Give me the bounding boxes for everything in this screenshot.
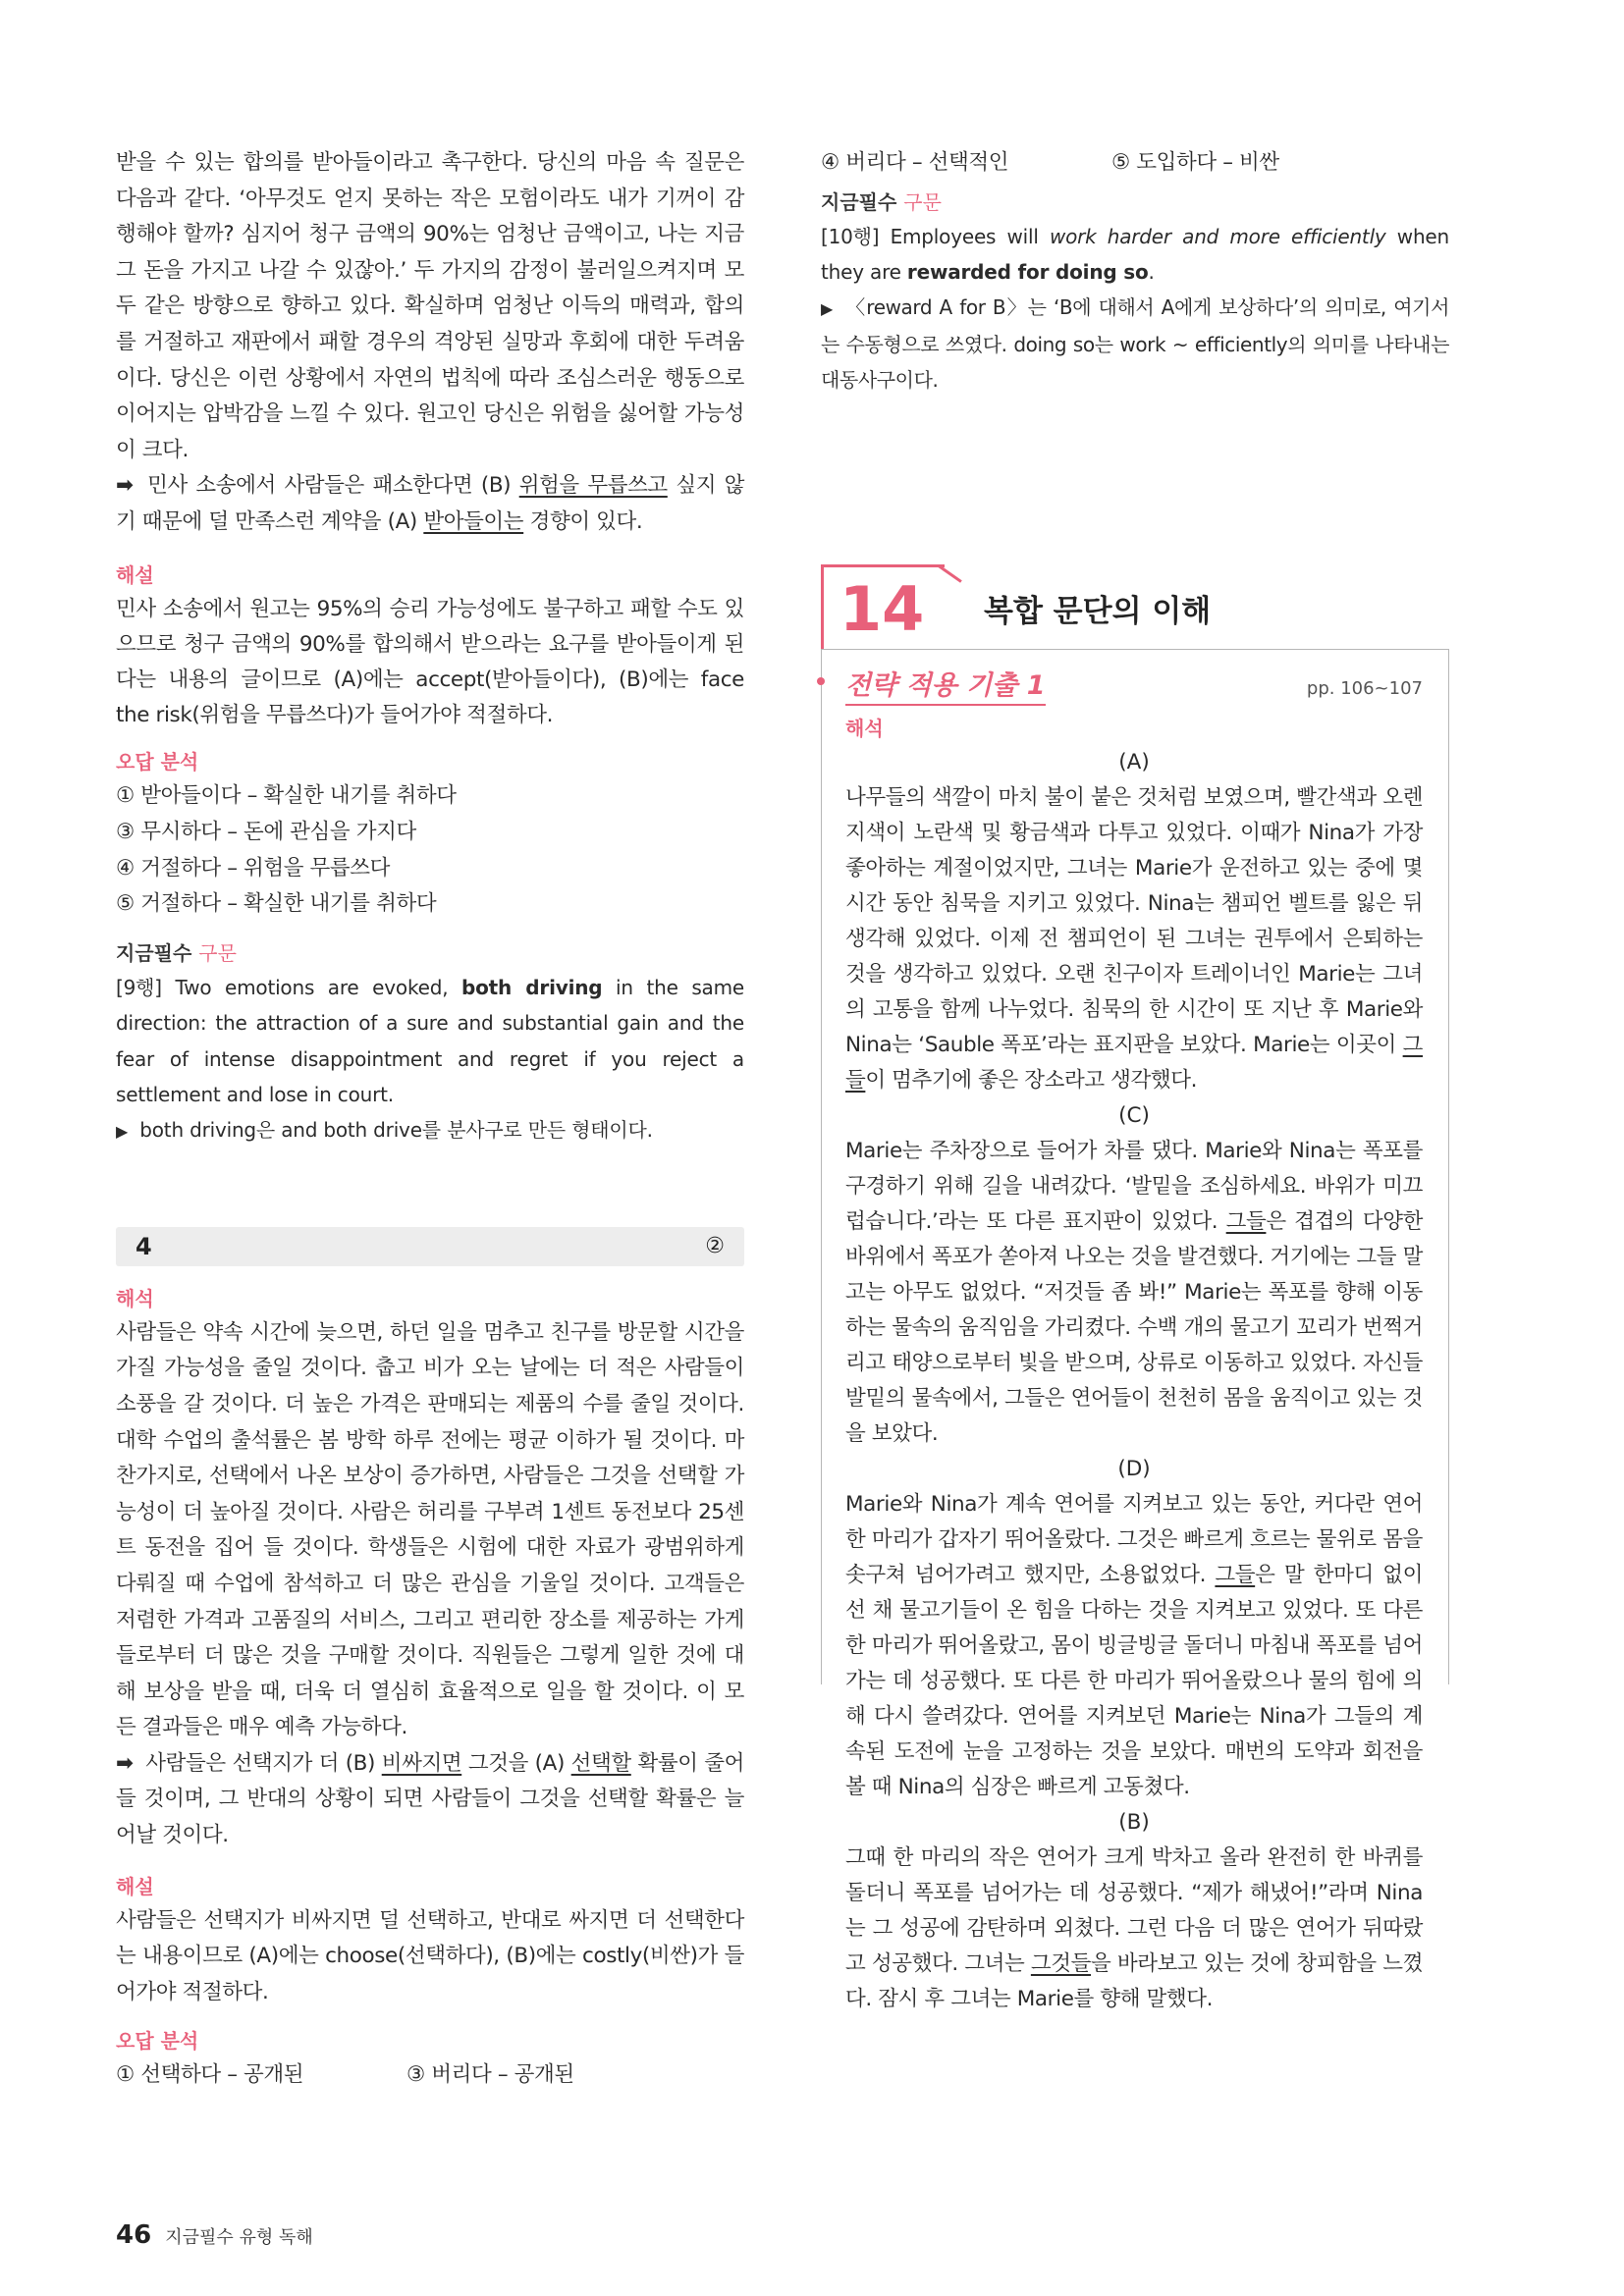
part-c-label: (C) — [1118, 1103, 1150, 1129]
question-number: 4 — [135, 1232, 152, 1260]
summary-1: ➡ 민사 소송에서 사람들은 패소한다면 (B) 위험을 무릅쓰고 싶지 않기 때문에 덜 만족스런 계약을 (A) 받아들이는 경향이 있다. — [116, 468, 744, 540]
part-d-label: (D) — [1117, 1457, 1151, 1482]
part-d-text: Marie와 Nina가 계속 연어를 지켜보고 있는 동안, 커다란 연어 한 마리가 갑자기 뛰어올랐다. 그것은 빠르게 흐르는 물위로 몸을 솟구쳐 넘어가려고 했지만, 소용없었다. 그들은 말 한마디 없이 선 채 물고기들이 온 힘을 다하는 것을 지켜보고 있었다. 또 다른 한 마리가 뛰어올랐고, 몸이 빙글빙글 돌더니 마침내 폭포를 넘어가는 데 성공했다. 또 다른 한 마리가 뛰어올랐으나 물의 힘에 의해 다시 쓸려갔다. 연어를 지켜보던 Marie는 Nina가 그들의 계속된 도전에 눈을 고정하는 것을 보았다. 매번의 도약과 회전을 볼 때 Nina의 심장은 빠르게 고동쳤다. — [845, 1492, 1423, 1800]
page-ref: pp. 106~107 — [1306, 678, 1423, 700]
odap-list-1 — [116, 778, 744, 922]
intro-paragraph: 받을 수 있는 합의를 받아들이라고 촉구한다. 당신의 마음 속 질문은 다음과 같다. ‘아무것도 얻지 못하는 작은 모험이라도 내가 기꺼이 감행해야 할까? 심지어 청구 금액의 90%는 엄청난 금액이고, 나는 지금 그 돈을 가지고 나갈 수 있잖아.’ 두 가지의 감정이 불러일으켜지며 모두 같은 방향으로 향하고 있다. 확실하며 엄청난 이득의 매력과, 합의를 거절하고 재판에서 패할 경우의 격앙된 실망과 후회에 대한 두려움이다. 당신은 이런 상황에서 자연의 법칙에 따라 조심스러운 행동으로 이어지는 압박감을 느낄 수 있다. 원고인 당신은 위험을 싫어할 가능성이 크다. — [116, 150, 744, 462]
part-a-label: (A) — [1118, 750, 1150, 775]
summary-4: ➡ 사람들은 선택지가 더 (B) 비싸지면 그것을 (A) 선택할 확률이 줄어들 것이며, 그 반대의 상황이 되면 사람들이 그것을 선택할 확률은 늘어날 것이다. — [116, 1746, 744, 1854]
book-title: 지금필수 유형 독해 — [165, 2227, 313, 2248]
haeseol-4: 사람들은 선택지가 비싸지면 덜 선택하고, 반대로 싸지면 더 선택한다는 내용이므로 (A)에는 choose(선택하다), (B)에는 costly(비싼)가 들어가야 적절하다. — [116, 1907, 744, 2004]
gugmun-note-1: ▶ both driving은 and both drive를 분사구로 만든 형태이다. — [116, 1112, 744, 1149]
right-column — [821, 145, 1450, 2012]
list-item: ③ 버리다 – 공개된 — [406, 2062, 574, 2088]
arrow-right-icon: ➡ — [116, 1750, 134, 1776]
section-header — [821, 564, 1449, 653]
haeseok-label-4: 해석 — [116, 1286, 154, 1310]
list-item: ④ 거절하다 – 위험을 무릅쓰다 — [116, 855, 391, 881]
question-4-header — [116, 1227, 744, 1266]
list-item: ③ 무시하다 – 돈에 관심을 가지다 — [116, 819, 416, 844]
haeseok-label: 해석 — [845, 717, 884, 741]
answer-badge: ② — [705, 1234, 725, 1259]
part-a-text: 나무들의 색깔이 마치 불이 붙은 것처럼 보였으며, 빨간색과 오렌지색이 노란색 및 황금색과 다투고 있었다. 이때가 Nina가 가장 좋아하는 계절이었지만, 그녀는 Marie가 운전하고 있는 중에 몇 시간 동안 침묵을 지키고 있었다. Nina는 챔피언 벨트를 잃은 뒤 생각해 있었다. 이제 전 챔피언이 된 그녀는 권투에서 은퇴하는 것을 생각하고 있었다. 오랜 친구이자 트레이너인 Marie는 그녀의 고통을 함께 나누었다. 침묵의 한 시간이 또 지난 후 Marie와 Nina는 ‘Sauble 폭포’라는 표지판을 보았다. Marie는 이곳이 그들이 멈추기에 좋은 장소라고 생각했다. — [845, 785, 1423, 1094]
strategy-title: 전략 적용 기출 1 — [845, 664, 1046, 706]
gugmun-sentence-1: [9행] Two emotions are evoked, both driving in the same direction: the attraction of a sure and substantial gain and the fear of intense disappointment and regret if you reject a settlement and lose in court. — [116, 975, 744, 1106]
strategy-panel — [821, 649, 1449, 2012]
list-item: ⑤ 거절하다 – 확실한 내기를 취하다 — [116, 891, 437, 917]
strategy-heading — [845, 664, 1423, 706]
list-item: ① 선택하다 – 공개된 — [116, 2062, 304, 2088]
list-item: ① 받아들이다 – 확실한 내기를 취하다 — [116, 783, 457, 809]
odap-row-4b — [821, 145, 1449, 182]
odap-label-4: 오답 분석 — [116, 2029, 199, 2054]
page-number: 46 — [116, 2220, 152, 2250]
list-item: ⑤ 도입하다 – 비싼 — [1111, 150, 1279, 175]
odap-row-4a — [116, 2057, 744, 2094]
bullet-dot-icon — [817, 677, 825, 685]
arrow-right-icon: ➡ — [116, 473, 134, 499]
triangle-right-icon: ▶ — [821, 299, 833, 319]
left-column — [116, 145, 744, 2094]
gugmun-note-2: ▶ 〈reward A for B〉는 ‘B에 대해서 A에게 보상하다’의 의미로, 여기서는 수동형으로 쓰였다. doing so는 work ~ efficiently의 의미를 나타내는 대동사구이다. — [821, 290, 1449, 398]
gugmun-label-1: 지금필수 구문 — [116, 940, 237, 965]
haeseol-label-1: 해설 — [116, 562, 154, 587]
triangle-right-icon: ▶ — [116, 1122, 129, 1142]
page-footer — [116, 2220, 313, 2250]
haeseok-4: 사람들은 약속 시간에 늦으면, 하던 일을 멈추고 친구를 방문할 시간을 가질 가능성을 줄일 것이다. 춥고 비가 오는 날에는 더 적은 사람들이 소풍을 갈 것이다. 더 높은 가격은 판매되는 제품의 수를 줄일 것이다. 대학 수업의 출석률은 봄 방학 하루 전에는 평균 이하가 될 것이다. 마찬가지로, 선택에서 나온 보상이 증가하면, 사람들은 그것을 선택할 가능성이 더 높아질 것이다. 사람은 허리를 구부려 1센트 동전보다 25센트 동전을 집어 들 것이다. 학생들은 시험에 대한 자료가 광범위하게 다뤄질 때 수업에 참석하고 더 많은 관심을 기울일 것이다. 고객들은 저렴한 가격과 고품질의 서비스, 그리고 편리한 장소를 제공하는 가게들로부터 더 많은 것을 구매할 것이다. 직원들은 그렇게 일한 것에 대해 보상을 받을 때, 더욱 더 열심히 효율적으로 일을 할 것이다. 이 모든 결과들은 매우 예측 가능하다. — [116, 1319, 744, 1740]
gugmun-label-2: 지금필수 구문 — [821, 189, 942, 214]
gugmun-sentence-2: [10행] Employees will work harder and more efficiently when they are rewarded for doing so. — [821, 224, 1450, 284]
section-title: 복합 문단의 이해 — [984, 594, 1212, 630]
part-b-text: 그때 한 마리의 작은 연어가 크게 박차고 올라 완전히 한 바퀴를 돌더니 폭포를 넘어가는 데 성공했다. “제가 해냈어!”라며 Nina는 그 성공에 감탄하며 외쳤다. 그런 다음 더 많은 연어가 뒤따랐고 성공했다. 그녀는 그것들을 바라보고 있는 것에 창피함을 느꼈다. 잠시 후 그녀는 Marie를 향해 말했다. — [845, 1845, 1423, 2012]
haeseol-1: 민사 소송에서 원고는 95%의 승리 가능성에도 불구하고 패할 수도 있으므로 청구 금액의 90%를 합의해서 받으라는 요구를 받아들이게 된다는 내용의 글이므로 (A)에는 accept(받아들이다), (B)에는 face the risk(위험을 무릅쓰다)가 들어가야 적절하다. — [116, 596, 744, 728]
haeseol-label-4: 해설 — [116, 1874, 154, 1898]
part-c-text: Marie는 주차장으로 들어가 차를 댔다. Marie와 Nina는 폭포를 구경하기 위해 길을 내려갔다. ‘발밑을 조심하세요. 바위가 미끄럽습니다.’라는 또 다른 표지판이 있었다. 그들은 겹겹의 다양한 바위에서 폭포가 쏟아져 나오는 것을 발견했다. 거기에는 그들 말고는 아무도 없었다. “저것들 좀 봐!” Marie는 폭포를 향해 이동하는 물속의 움직임을 가리켰다. 수백 개의 물고기 꼬리가 번쩍거리고 태양으로부터 빛을 받으며, 상류로 이동하고 있었다. 자신들 발밑의 물속에서, 그들은 연어들이 천천히 몸을 움직이고 있는 것을 보았다. — [845, 1139, 1423, 1447]
part-b-label: (B) — [1118, 1810, 1150, 1836]
odap-label-1: 오답 분석 — [116, 750, 199, 774]
section-number: 14 — [821, 564, 945, 649]
list-item: ④ 버리다 – 선택적인 — [821, 150, 1009, 175]
